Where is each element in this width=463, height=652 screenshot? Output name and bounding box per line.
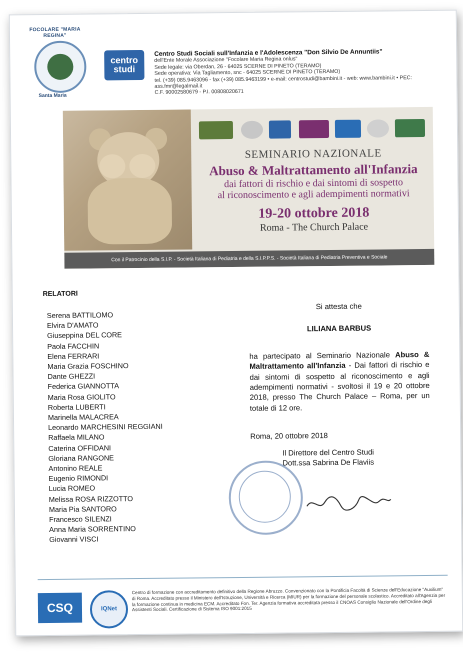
speaker-name: Maria Rosa GIOLITO <box>47 391 116 402</box>
seminar-subtitle: dai fattori di rischio e dai sintomi di sospetto <box>224 177 404 191</box>
speaker-name: Antonino REALE <box>48 463 103 474</box>
org-line: Sede legale: via Oberdan, 26 - 64025 SCERNE DI PINETO (TERAMO) <box>154 62 322 71</box>
speaker-name: Lucia ROMEO <box>48 483 96 494</box>
speaker-name: Elvira D'AMATO <box>46 320 99 331</box>
speakers-heading: RELATORI <box>42 290 78 299</box>
org-line: tel. (+39) 085.9463096 - fax (+39) 085.9463199 • e-mail: centrostudi@bambini.it - web: www.bambini.it • PEC: ass.fmr@legalmail.it <box>154 74 413 90</box>
speaker-name: Giuseppina DEL CORE <box>47 330 123 341</box>
footer-divider <box>38 575 448 580</box>
organization-info <box>154 49 454 97</box>
seminar-dates: 19-20 ottobre 2018 <box>258 205 370 222</box>
participant-name: LILIANA BARBUS <box>306 323 372 334</box>
banner-text <box>195 147 432 234</box>
speaker-name: Maria Pia SANTORO <box>48 504 117 514</box>
seminar-title: Abuso & Maltrattamento all'Infanzia <box>209 161 418 179</box>
certificate-body <box>249 301 431 469</box>
signatory-role: Il Direttore del Centro Studi <box>282 447 374 458</box>
association-stamp <box>228 460 303 535</box>
seminar-place: Roma - The Church Palace <box>259 221 369 234</box>
teddy-bear-image <box>63 109 192 250</box>
participation-statement <box>249 350 430 414</box>
org-line: C.F. 90002580679 - P.I. 00808020671 <box>154 89 244 97</box>
signatory-name: Dott.ssa Sabrina De Flaviis <box>282 457 375 468</box>
speaker-name: Raffaela MILANO <box>48 432 105 443</box>
sponsor-logos <box>195 115 427 145</box>
speaker-name: Maria Grazia FOSCHINO <box>47 361 129 371</box>
seal-left-top-text: FOCOLARE "MARIA REGINA" <box>29 26 81 40</box>
speaker-name: Anna Maria SORRENTINO <box>49 524 136 535</box>
statement-title: Abuso & Maltrattamento all'Infanzia <box>249 349 430 372</box>
speaker-name: Melissa ROSA RIZZOTTO <box>48 493 134 504</box>
speaker-name: Dante GHEZZI <box>47 371 96 382</box>
certificate-page <box>9 10 463 637</box>
patronage-line: Con il Patrocinio della S.I.P. - Società Italiana di Pediatria e della S.I.P.P.S. - Società Italiana di Pediatria Preventiva e Sociale <box>64 249 434 269</box>
speaker-name: Paola FACCHIN <box>47 341 100 351</box>
place-date: Roma, 20 ottobre 2018 <box>250 431 328 442</box>
speaker-name: Eugenio RIMONDI <box>48 473 109 484</box>
speaker-name: Elena FERRARI <box>47 351 100 361</box>
speaker-name: Giovanni VISCI <box>49 534 99 545</box>
seal-left-bottom-text: Santa Maria <box>38 92 67 100</box>
org-line: Sede operativa: Via Tagliamento, snc - 64025 SCERNE DI PINETO (TERAMO) <box>154 69 341 78</box>
org-title: Centro Studi Sociali sull'Infanzia e l'Adolescenza "Don Silvio De Annuntiis" <box>154 48 383 58</box>
seminar-subtitle: al riconoscimento e agli adempimenti normativi <box>217 188 410 202</box>
centro-studi-logo: centro studi <box>104 50 144 80</box>
speakers-list <box>47 310 164 546</box>
attests-line: Si attesta che <box>315 301 362 312</box>
handwritten-signature <box>303 491 393 514</box>
statement-rest: - Dai fattori di rischio e dai sintomi di sospetto al riconoscimento e agli adempimenti normativi - svoltosi il 19 e 20 ottobre 2018, presso The Church Palace – Roma, per un totale di 12 ore. <box>249 360 430 413</box>
statement-lead: ha partecipato al Seminario Nazionale <box>249 350 396 361</box>
csq-logo: CSQ <box>38 593 82 623</box>
seminar-banner <box>63 107 435 269</box>
seminar-label: SEMINARIO NAZIONALE <box>244 147 382 161</box>
letterhead <box>28 21 449 105</box>
speaker-name: Marinella MALACREA <box>47 412 119 423</box>
speaker-name: Caterina OFFIDANI <box>48 442 112 453</box>
speaker-name: Gloriana RANGONE <box>48 453 114 463</box>
focolare-seal-logo <box>34 41 87 94</box>
speaker-name: Leonardo MARCHESINI REGGIANI <box>48 422 163 433</box>
accreditation-text: Centro di formazione con accreditamento definitivo della Regione Abruzzo. Convenzionato con la Pontificia Facoltà di Scienze dell'Educazione "Auxilium" di Roma. Accreditato presso il Ministero dell'Istruzione, Università e Ricerca (MIUR) per la formazione del personale scolastico. Accreditato all'Agenzia per la formazione continua in medicina ECM. Accreditato Fon. Ter. Agenzia formativa accreditata presso il CNOAS Consiglio Nazionale dell'Ordine degli Assistenti Sociali. Certificazione di Sistema ISO 9001:2015 <box>131 586 446 613</box>
speaker-name: Federica GIANNOTTA <box>47 381 120 392</box>
iqnet-logo: IQNet <box>90 590 128 628</box>
speaker-name: Serena BATTILOMO <box>46 310 114 320</box>
speaker-name: Francesco SILENZI <box>49 514 112 525</box>
org-line: dell'Ente Morale Associazione "Focolare Maria Regina onlus" <box>154 56 298 65</box>
speaker-name: Roberta LUBERTI <box>47 402 106 412</box>
